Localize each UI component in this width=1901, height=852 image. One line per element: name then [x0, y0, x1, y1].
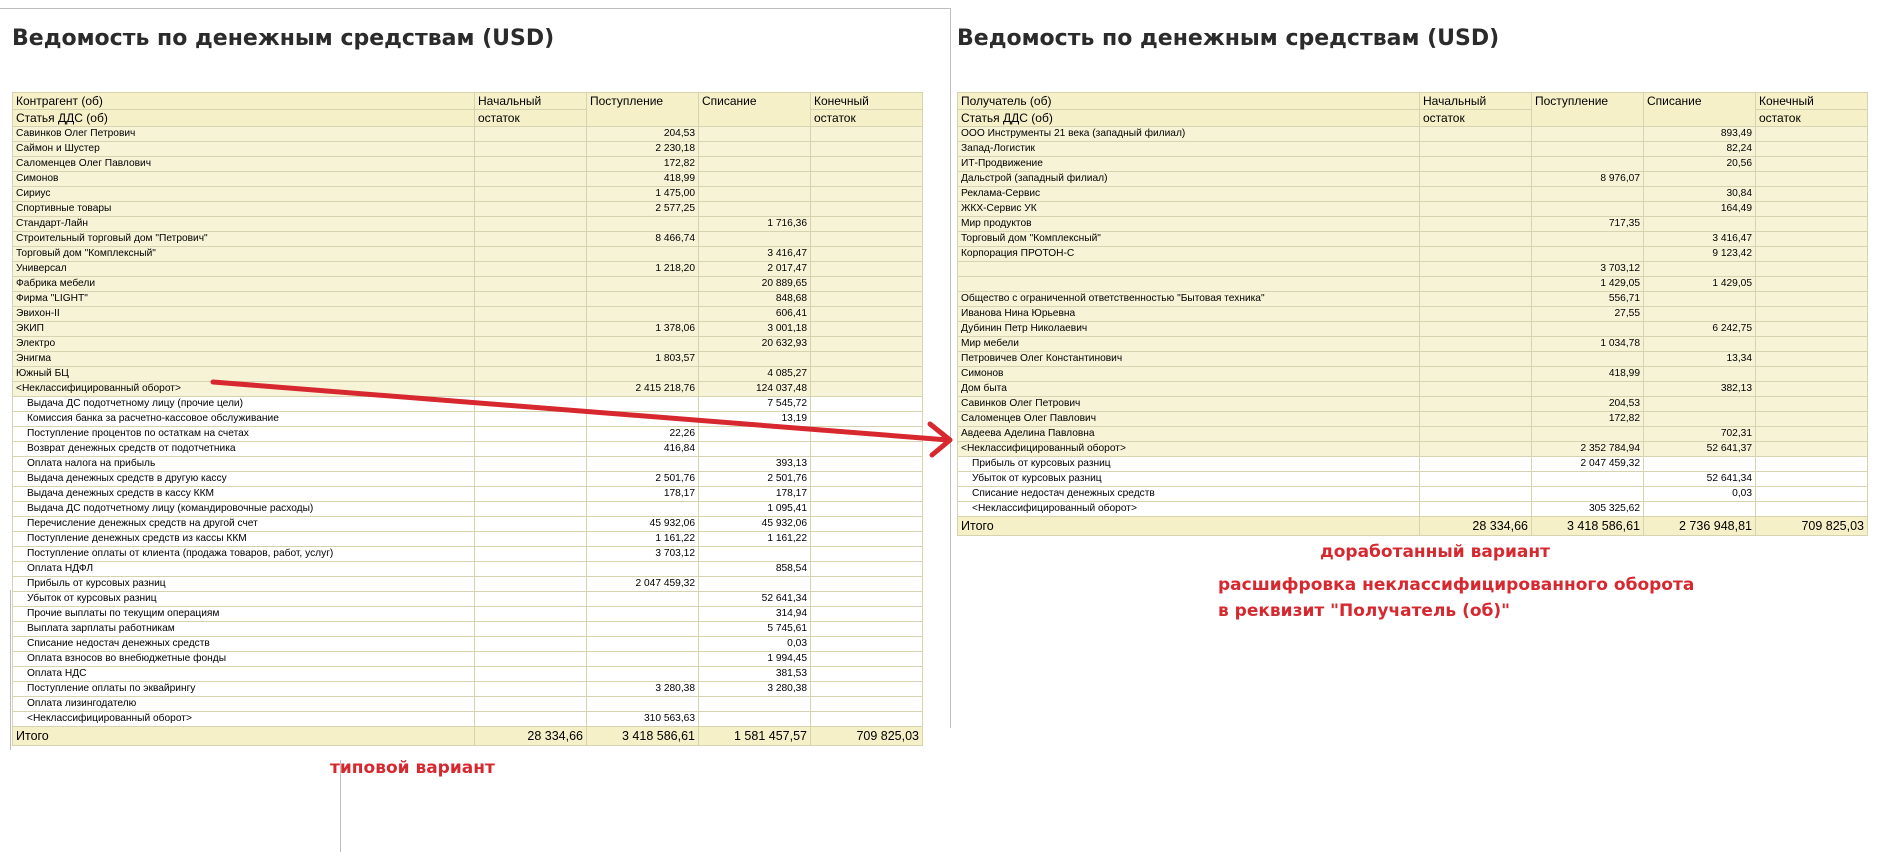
left-cell-outcome: 3 001,18	[699, 322, 811, 337]
left-cell-name: Поступление процентов по остаткам на счетах	[13, 427, 475, 442]
left-cell-name: Оплата лизингодателю	[13, 697, 475, 712]
right-cell-income: 172,82	[1532, 412, 1644, 427]
left-cell-name: Торговый дом "Комплексный"	[13, 247, 475, 262]
right-cell-name: Общество с ограниченной ответственностью "Бытовая техника"	[958, 292, 1420, 307]
left-cell-name: Энигма	[13, 352, 475, 367]
left-cell-income: 1 218,20	[587, 262, 699, 277]
left-cell-name: Поступление денежных средств из кассы ККМ	[13, 532, 475, 547]
left-cell-name: Поступление оплаты по эквайрингу	[13, 682, 475, 697]
left-cell-outcome: 381,53	[699, 667, 811, 682]
left-cell-name: Оплата налога на прибыль	[13, 457, 475, 472]
left-cell-name: Универсал	[13, 262, 475, 277]
left-cell-name: Саймон и Шустер	[13, 142, 475, 157]
right-cell-name: Убыток от курсовых разниц	[958, 472, 1420, 487]
left-cell-income: 2 577,25	[587, 202, 699, 217]
right-cell-name: Мир продуктов	[958, 217, 1420, 232]
left-cell-name: Фабрика мебели	[13, 277, 475, 292]
left-cell-name: Южный БЦ	[13, 367, 475, 382]
left-cell-income: 8 466,74	[587, 232, 699, 247]
left-cell-name: Выплата зарплаты работникам	[13, 622, 475, 637]
right-col-header-opening-2: остаток	[1420, 110, 1532, 127]
left-total-closing: 709 825,03	[811, 727, 923, 746]
right-cell-outcome: 0,03	[1644, 487, 1756, 502]
left-col-header-income[interactable]: Поступление	[587, 93, 699, 127]
left-cell-name: Комиссия банка за расчетно-кассовое обслуживание	[13, 412, 475, 427]
left-cell-income: 3 280,38	[587, 682, 699, 697]
right-col-header-income[interactable]: Поступление	[1532, 93, 1644, 127]
right-cell-name: Прибыль от курсовых разниц	[958, 457, 1420, 472]
right-cell-name: Мир мебели	[958, 337, 1420, 352]
left-cell-outcome: 1 994,45	[699, 652, 811, 667]
note-typical-variant: типовой вариант	[330, 758, 495, 778]
left-cell-name: Перечисление денежных средств на другой счет	[13, 517, 475, 532]
right-cell-name: ИТ-Продвижение	[958, 157, 1420, 172]
right-cell-outcome: 164,49	[1644, 202, 1756, 217]
right-col-header-recipient[interactable]: Получатель (об)	[958, 93, 1420, 110]
right-col-header-outcome[interactable]: Списание	[1644, 93, 1756, 127]
left-cell-income: 1 161,22	[587, 532, 699, 547]
left-cell-name: Оплата НДС	[13, 667, 475, 682]
left-cell-outcome: 7 545,72	[699, 397, 811, 412]
left-cell-outcome: 20 889,65	[699, 277, 811, 292]
left-cell-name: Прибыль от курсовых разниц	[13, 577, 475, 592]
left-cell-name: Списание недостач денежных средств	[13, 637, 475, 652]
right-col-header-opening-1[interactable]: Начальный	[1420, 93, 1532, 110]
left-cell-outcome: 3 416,47	[699, 247, 811, 262]
left-cell-name: Выдача ДС подотчетному лицу (прочие цели)	[13, 397, 475, 412]
right-cell-income: 305 325,62	[1532, 502, 1644, 517]
left-cell-income: 178,17	[587, 487, 699, 502]
right-cell-income: 1 429,05	[1532, 277, 1644, 292]
left-cell-outcome: 13,19	[699, 412, 811, 427]
left-cell-name: ЭКИП	[13, 322, 475, 337]
left-cell-outcome: 1 161,22	[699, 532, 811, 547]
left-cell-name: <Неклассифицированный оборот>	[13, 712, 475, 727]
right-cell-name: Дальстрой (западный филиал)	[958, 172, 1420, 187]
left-cell-income: 22,26	[587, 427, 699, 442]
left-cell-name: Строительный торговый дом "Петрович"	[13, 232, 475, 247]
right-cell-outcome: 702,31	[1644, 427, 1756, 442]
right-total-income: 3 418 586,61	[1532, 517, 1644, 536]
right-cell-income: 2 047 459,32	[1532, 457, 1644, 472]
right-cell-name: Корпорация ПРОТОН-С	[958, 247, 1420, 262]
right-cell-income: 8 976,07	[1532, 172, 1644, 187]
left-cell-outcome: 20 632,93	[699, 337, 811, 352]
right-cell-name: Запад-Логистик	[958, 142, 1420, 157]
left-cell-income: 416,84	[587, 442, 699, 457]
left-cell-outcome: 606,41	[699, 307, 811, 322]
left-report-title: Ведомость по денежным средствам (USD)	[12, 26, 555, 51]
right-cell-income: 1 034,78	[1532, 337, 1644, 352]
left-total-opening: 28 334,66	[475, 727, 587, 746]
left-cell-name: Возврат денежных средств от подотчетника	[13, 442, 475, 457]
right-cell-name: ЖКХ-Сервис УК	[958, 202, 1420, 217]
left-cell-name: Савинков Олег Петрович	[13, 127, 475, 142]
left-cell-outcome: 1 095,41	[699, 502, 811, 517]
right-cell-name: Саломенцев Олег Павлович	[958, 412, 1420, 427]
right-cell-outcome: 20,56	[1644, 157, 1756, 172]
left-cell-outcome: 2 501,76	[699, 472, 811, 487]
right-cell-income: 204,53	[1532, 397, 1644, 412]
left-total-outcome: 1 581 457,57	[699, 727, 811, 746]
left-cell-income: 2 230,18	[587, 142, 699, 157]
left-cell-income: 2 415 218,76	[587, 382, 699, 397]
right-total-label: Итого	[958, 517, 1420, 536]
left-cell-name: Выдача денежных средств в другую кассу	[13, 472, 475, 487]
right-cell-name: <Неклассифицированный оборот>	[958, 442, 1420, 457]
left-cell-income: 310 563,63	[587, 712, 699, 727]
right-cell-income: 556,71	[1532, 292, 1644, 307]
left-cell-name: <Неклассифицированный оборот>	[13, 382, 475, 397]
right-total-outcome: 2 736 948,81	[1644, 517, 1756, 536]
right-cell-outcome: 82,24	[1644, 142, 1756, 157]
left-cell-name: Сириус	[13, 187, 475, 202]
left-cell-income: 1 475,00	[587, 187, 699, 202]
left-cell-outcome: 4 085,27	[699, 367, 811, 382]
right-cell-name: Симонов	[958, 367, 1420, 382]
left-cell-name: Убыток от курсовых разниц	[13, 592, 475, 607]
right-cell-income: 3 703,12	[1532, 262, 1644, 277]
left-cell-outcome: 848,68	[699, 292, 811, 307]
left-col-header-article[interactable]: Статья ДДС (об)	[13, 110, 475, 127]
left-cell-outcome: 1 716,36	[699, 217, 811, 232]
left-cell-name: Спортивные товары	[13, 202, 475, 217]
right-cell-outcome: 52 641,37	[1644, 442, 1756, 457]
left-cell-outcome: 0,03	[699, 637, 811, 652]
left-col-header-opening-1[interactable]: Начальный	[475, 93, 587, 110]
right-cell-name: Списание недостач денежных средств	[958, 487, 1420, 502]
right-cell-outcome: 9 123,42	[1644, 247, 1756, 262]
left-cell-name: Оплата взносов во внебюджетные фонды	[13, 652, 475, 667]
left-cell-name: Саломенцев Олег Павлович	[13, 157, 475, 172]
left-cell-name: Эвихон-II	[13, 307, 475, 322]
right-cell-name: ООО Инструменты 21 века (западный филиал)	[958, 127, 1420, 142]
note-explanation: расшифровка неклассифицированного оборота в реквизит "Получатель (об)"	[1218, 575, 1695, 621]
right-cell-outcome: 3 416,47	[1644, 232, 1756, 247]
left-cell-name: Поступление оплаты от клиента (продажа товаров, работ, услуг)	[13, 547, 475, 562]
right-total-opening: 28 334,66	[1420, 517, 1532, 536]
left-cell-outcome: 5 745,61	[699, 622, 811, 637]
right-col-header-closing-2: остаток	[1756, 110, 1868, 127]
left-cell-outcome: 52 641,34	[699, 592, 811, 607]
left-cell-income: 418,99	[587, 172, 699, 187]
left-cell-name: Оплата НДФЛ	[13, 562, 475, 577]
left-cell-name: Выдача денежных средств в кассу ККМ	[13, 487, 475, 502]
left-total-label: Итого	[13, 727, 475, 746]
right-cell-name: Авдеева Аделина Павловна	[958, 427, 1420, 442]
left-col-header-outcome[interactable]: Списание	[699, 93, 811, 127]
left-cell-name: Фирма "LIGHT"	[13, 292, 475, 307]
right-cell-name: Торговый дом "Комплексный"	[958, 232, 1420, 247]
left-cell-name: Выдача ДС подотчетному лицу (командировочные расходы)	[13, 502, 475, 517]
left-cell-income: 45 932,06	[587, 517, 699, 532]
left-cell-income: 2 501,76	[587, 472, 699, 487]
left-cell-name: Стандарт-Лайн	[13, 217, 475, 232]
right-total-closing: 709 825,03	[1756, 517, 1868, 536]
left-cell-outcome: 178,17	[699, 487, 811, 502]
left-col-header-opening-2: остаток	[475, 110, 587, 127]
right-cell-outcome: 893,49	[1644, 127, 1756, 142]
right-cell-outcome: 382,13	[1644, 382, 1756, 397]
left-cell-outcome: 2 017,47	[699, 262, 811, 277]
left-cell-outcome: 3 280,38	[699, 682, 811, 697]
left-col-header-closing-2: остаток	[811, 110, 923, 127]
right-cell-outcome: 30,84	[1644, 187, 1756, 202]
left-col-header-closing-1[interactable]: Конечный	[811, 93, 923, 110]
left-cell-income: 3 703,12	[587, 547, 699, 562]
left-cell-income: 204,53	[587, 127, 699, 142]
right-cell-name: Петровичев Олег Константинович	[958, 352, 1420, 367]
left-cell-name: Электро	[13, 337, 475, 352]
right-cell-income: 418,99	[1532, 367, 1644, 382]
right-cell-income: 717,35	[1532, 217, 1644, 232]
left-cell-name: Прочие выплаты по текущим операциям	[13, 607, 475, 622]
right-cell-income: 27,55	[1532, 307, 1644, 322]
left-cell-name: Симонов	[13, 172, 475, 187]
note-improved-variant: доработанный вариант	[1320, 542, 1550, 562]
right-cell-name: Реклама-Сервис	[958, 187, 1420, 202]
right-col-header-article[interactable]: Статья ДДС (об)	[958, 110, 1420, 127]
right-cell-income: 2 352 784,94	[1532, 442, 1644, 457]
right-cell-name: Савинков Олег Петрович	[958, 397, 1420, 412]
right-cell-outcome: 1 429,05	[1644, 277, 1756, 292]
left-cell-outcome: 314,94	[699, 607, 811, 622]
right-cell-name: Иванова Нина Юрьевна	[958, 307, 1420, 322]
right-cell-name: Дубинин Петр Николаевич	[958, 322, 1420, 337]
right-col-header-closing-1[interactable]: Конечный	[1756, 93, 1868, 110]
red-arrow-line	[213, 382, 948, 440]
left-cell-outcome: 45 932,06	[699, 517, 811, 532]
right-cell-outcome: 6 242,75	[1644, 322, 1756, 337]
right-cell-name: <Неклассифицированный оборот>	[958, 502, 1420, 517]
left-cell-income: 172,82	[587, 157, 699, 172]
left-cell-outcome: 858,54	[699, 562, 811, 577]
left-cell-outcome: 124 037,48	[699, 382, 811, 397]
left-col-header-counterparty[interactable]: Контрагент (об)	[13, 93, 475, 110]
left-cell-income: 2 047 459,32	[587, 577, 699, 592]
right-report-title: Ведомость по денежным средствам (USD)	[957, 26, 1500, 51]
left-total-income: 3 418 586,61	[587, 727, 699, 746]
right-cell-name: Дом быта	[958, 382, 1420, 397]
left-cell-income: 1 803,57	[587, 352, 699, 367]
right-cell-outcome: 13,34	[1644, 352, 1756, 367]
right-cell-outcome: 52 641,34	[1644, 472, 1756, 487]
left-cell-outcome: 393,13	[699, 457, 811, 472]
left-cell-income: 1 378,06	[587, 322, 699, 337]
